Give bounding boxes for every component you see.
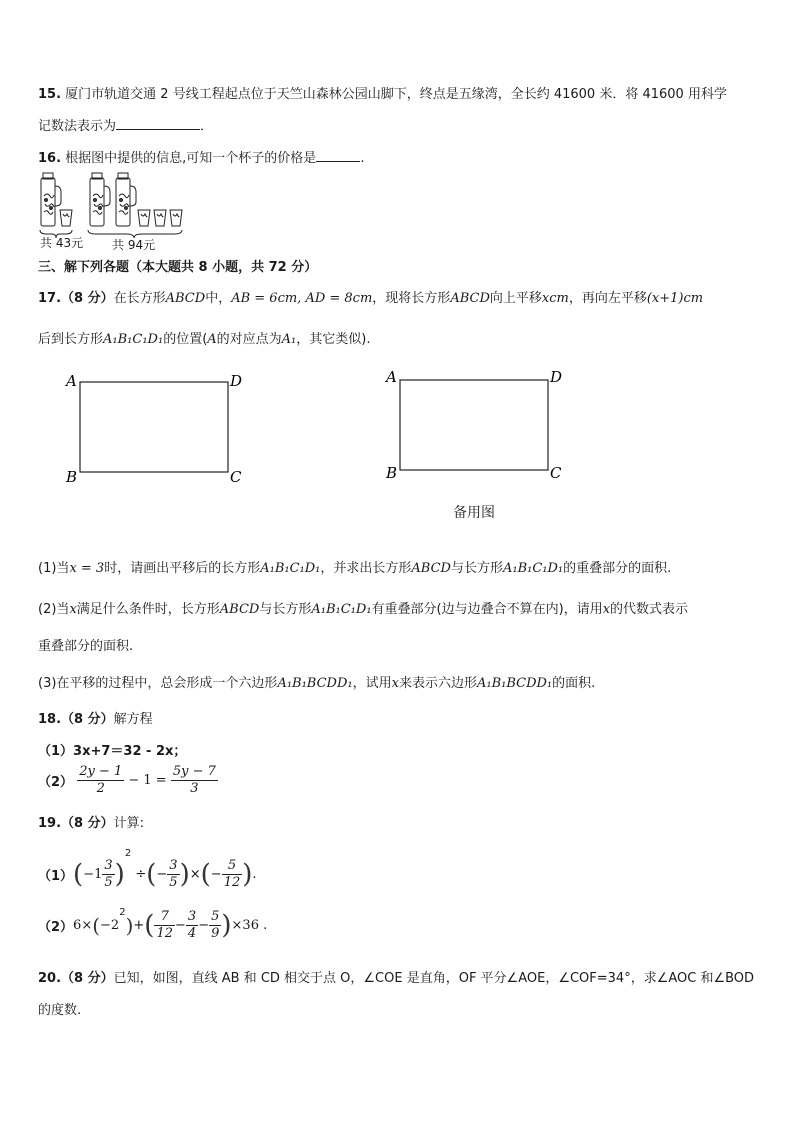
q19-header	[38, 812, 144, 831]
q15-text2: 记数法表示为	[38, 119, 117, 134]
q16-left-total: 共 43元	[40, 236, 84, 250]
q17-x: x	[602, 602, 611, 617]
q17-text: 满足什么条件时，长方形	[76, 602, 220, 617]
q15-text: 厦门市轨道交通 2 号线工程起点位于天竺山森林公园山脚下，终点是五缘湾，全长约 41600 米．将 41600 用科学	[65, 87, 727, 102]
q19-p2-b: −2	[100, 918, 120, 933]
q19-title: 计算:	[113, 816, 144, 831]
q17-abcd: ABCD	[450, 291, 490, 306]
q17-text: 中，	[205, 291, 232, 306]
q17-a1b1c1d1: A₁B₁C₁D₁	[103, 332, 164, 347]
q17-sub1	[38, 557, 671, 576]
q17-xcm: xcm	[541, 291, 569, 306]
q19-p2-index: （2）	[38, 920, 74, 935]
q18-number: 18.	[38, 712, 62, 727]
q20-line2: 的度数.	[38, 1003, 82, 1018]
q17-x: x	[69, 602, 77, 617]
q15-line1	[38, 83, 727, 102]
numerator: 5y − 7	[172, 764, 216, 779]
q17-sub2	[38, 598, 688, 617]
q17-text: ，并求出长方形	[320, 561, 412, 576]
q17-text: 的位置(	[163, 332, 208, 347]
q19-end: .	[252, 867, 257, 882]
numerator: 5	[211, 909, 220, 924]
right-paren: )	[114, 859, 125, 890]
q18-p2-mid: − 1 =	[128, 773, 167, 788]
q18-p1-equation: 3x+7＝32 - 2x；	[73, 744, 187, 759]
right-paren: )	[242, 859, 253, 890]
q20-number: 20.	[38, 971, 62, 986]
q19-p2-frac2	[186, 909, 198, 942]
q19-part1	[38, 848, 257, 891]
q17-shape: A₁B₁C₁D₁	[311, 602, 372, 617]
denominator: 12	[156, 926, 173, 941]
minus: −	[210, 867, 222, 882]
minus: −	[198, 918, 210, 933]
q18-part1	[38, 740, 186, 759]
label-A: A	[386, 368, 397, 386]
q16-text: 根据图中提供的信息,可知一个杯子的价格是	[65, 151, 317, 166]
q17-text: ，现将长方形	[372, 291, 451, 306]
label-D: D	[230, 372, 243, 390]
q16-line	[38, 147, 364, 166]
numerator: 7	[154, 909, 175, 926]
q17-number: 17.	[38, 291, 62, 306]
q15-line2	[38, 115, 213, 134]
q16-number: 16.	[38, 151, 62, 166]
q17-text: 的重叠部分的面积.	[563, 561, 672, 576]
q17-sub1-index: (1)	[38, 561, 57, 576]
q18-points: （8 分）	[61, 712, 114, 727]
q18-p1-index: （1）	[38, 744, 74, 759]
q17-text: 当	[56, 602, 70, 617]
q17-spare-rectangle-figure	[380, 366, 570, 486]
q16-answer-blank	[316, 161, 360, 162]
q17-rectangle-figure	[60, 368, 250, 488]
q19-op: ×	[189, 867, 201, 882]
label-D: D	[550, 368, 563, 386]
label-B: B	[386, 464, 398, 482]
q19-frac3	[222, 858, 243, 891]
minus: −	[175, 918, 186, 933]
q17-text: 来表示六边形	[398, 676, 477, 691]
q19-p2-frac1	[154, 909, 175, 942]
denominator: 3	[190, 781, 199, 796]
q20-text: 已知，如图，直线 AB 和 CD 相交于点 O，∠COE 是直角，OF 平分∠AOE，∠COF=34°，求∠AOC 和∠BOD	[113, 971, 755, 986]
q17-text: 的面积.	[552, 676, 596, 691]
q20-line1	[38, 967, 754, 986]
q17-spare-caption: 备用图	[453, 505, 495, 521]
q17-shape: A₁B₁BCDD₁	[277, 676, 353, 691]
label-B: B	[66, 468, 78, 486]
q17-text: 后到长方形	[38, 332, 104, 347]
q18-title: 解方程	[113, 712, 153, 727]
left-paren: (	[144, 910, 155, 941]
q20-points: （8 分）	[61, 971, 114, 986]
q17-shape: A₁B₁C₁D₁	[502, 561, 564, 576]
q16-right-total: 共 94元	[112, 238, 156, 252]
exponent: 2	[119, 907, 126, 918]
q19-p2-end: ×36 .	[231, 918, 268, 933]
q17-x: x	[391, 676, 399, 691]
denominator: 2	[96, 781, 105, 796]
left-paren: (	[146, 859, 157, 890]
q19-op: ÷	[135, 867, 147, 882]
q17-abcd: ABCD	[165, 291, 206, 306]
q19-points: （8 分）	[61, 816, 114, 831]
q19-frac1	[102, 858, 114, 891]
q17-sub2-index: (2)	[38, 602, 57, 617]
q19-part2	[38, 907, 267, 942]
q19-whole: −1	[83, 867, 103, 882]
q17-a1: A₁	[281, 332, 297, 347]
q17-text: 时，请画出平移后的长方形	[104, 561, 261, 576]
q17-text: ，再向左平移	[568, 291, 647, 306]
q17-line1	[38, 287, 703, 306]
numerator: 3	[104, 858, 113, 873]
q17-sub1-cond: x = 3	[69, 561, 105, 576]
q17-measures: AB = 6cm, AD = 8cm	[231, 291, 373, 306]
right-paren: )	[179, 859, 190, 890]
label-C: C	[550, 464, 562, 482]
section3-title: 三、解下列各题（本大题共 8 小题，共 72 分）	[38, 260, 318, 275]
q15-answer-blank	[116, 129, 200, 130]
right-paren: )	[125, 913, 134, 938]
q17-line2	[38, 328, 371, 347]
q17-text: ，其它类似).	[296, 332, 371, 347]
numerator: 3	[187, 909, 197, 924]
denominator: 9	[211, 926, 220, 941]
minus: −	[156, 867, 168, 882]
label-C: C	[230, 468, 242, 486]
q16-end: .	[360, 151, 365, 166]
left-paren: (	[200, 859, 211, 890]
q17-text: 的代数式表示	[610, 602, 689, 617]
denominator: 5	[104, 875, 113, 890]
q17-text: ，试用	[352, 676, 392, 691]
q19-p1-index: （1）	[38, 869, 74, 884]
label-A: A	[66, 372, 77, 390]
q17-a: A	[207, 332, 217, 347]
q17-sub2-line2: 重叠部分的面积.	[38, 639, 134, 654]
q19-p2-frac3	[209, 909, 221, 942]
q17-points: （8 分）	[61, 291, 114, 306]
denominator: 4	[187, 926, 197, 941]
q15-end: ．	[200, 119, 214, 134]
right-paren: )	[221, 910, 232, 941]
q17-shape: A₁B₁C₁D₁	[260, 561, 321, 576]
left-paren: (	[73, 859, 84, 890]
q17-text: 在长方形	[113, 291, 166, 306]
q17-shape: ABCD	[219, 602, 260, 617]
denominator: 5	[169, 875, 178, 890]
plus: +	[133, 918, 145, 933]
q18-header	[38, 708, 153, 727]
q18-frac2	[171, 764, 218, 797]
q17-text: 有重叠部分(边与边叠合不算在内)，请用	[371, 602, 603, 617]
q17-text: 与长方形	[450, 561, 503, 576]
q18-part2	[38, 764, 218, 797]
q19-p2-a: 6×	[73, 918, 93, 933]
q18-p2-index: （2）	[38, 775, 74, 790]
numerator: 2y − 1	[79, 764, 123, 779]
q17-text: 向上平移	[489, 291, 542, 306]
q17-x-plus-1: (x+1)cm	[646, 291, 704, 306]
numerator: 3	[169, 858, 178, 873]
q17-shape: ABCD	[411, 561, 451, 576]
q17-text: 的对应点为	[216, 332, 282, 347]
q17-sub3	[38, 672, 595, 691]
q15-number: 15.	[38, 87, 62, 102]
numerator: 5	[222, 858, 243, 875]
denominator: 12	[223, 875, 241, 890]
q17-text: 在平移的过程中，总会形成一个六边形	[56, 676, 278, 691]
q19-frac2	[167, 858, 179, 891]
q18-frac1	[77, 764, 124, 797]
q17-shape: A₁B₁BCDD₁	[476, 676, 553, 691]
exponent: 2	[124, 848, 132, 859]
left-paren: (	[92, 913, 101, 938]
q17-text: 与长方形	[259, 602, 312, 617]
q17-text: 当	[56, 561, 70, 576]
q17-sub3-index: (3)	[38, 676, 57, 691]
q19-number: 19.	[38, 816, 62, 831]
